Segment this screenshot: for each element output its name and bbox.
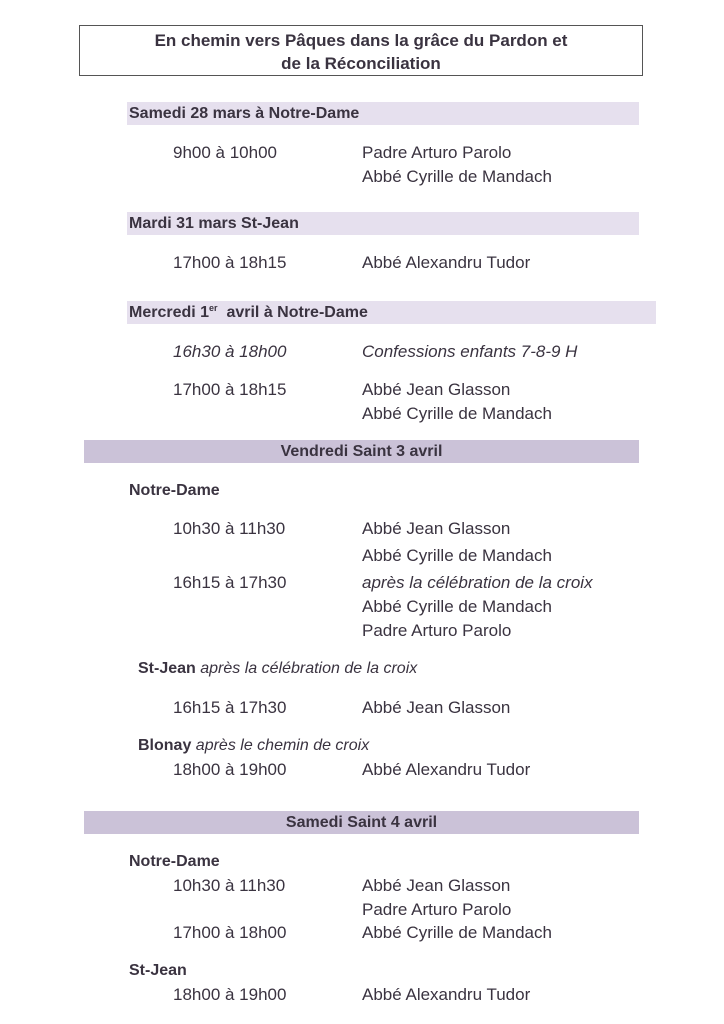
- confessor-name: Abbé Alexandru Tudor: [362, 760, 531, 779]
- location-label: Blonay: [138, 737, 192, 754]
- confessor-name: Abbé Jean Glasson: [362, 876, 511, 895]
- location-label: Notre-Dame: [129, 853, 220, 870]
- time-slot: 17h00 à 18h15: [173, 380, 287, 399]
- time-slot: 16h30 à 18h00: [173, 342, 287, 361]
- section-header-samedi-28: Samedi 28 mars à Notre-Dame: [127, 102, 639, 125]
- section-header-vendredi-saint: Vendredi Saint 3 avril: [84, 440, 639, 463]
- section-header-samedi-saint: Samedi Saint 4 avril: [84, 811, 639, 834]
- header-text: avril à Notre-Dame: [217, 304, 368, 321]
- title-line-2: de la Réconciliation: [281, 54, 441, 73]
- session-note: après la célébration de la croix: [362, 573, 593, 592]
- time-slot: 18h00 à 19h00: [173, 760, 287, 779]
- confessor-name: Abbé Cyrille de Mandach: [362, 404, 552, 423]
- session-note: après le chemin de croix: [195, 737, 370, 754]
- section-header-mardi-31: Mardi 31 mars St-Jean: [127, 212, 639, 235]
- time-slot: 17h00 à 18h00: [173, 923, 287, 942]
- title-line-1: En chemin vers Pâques dans la grâce du Pardon et: [154, 31, 568, 50]
- session-note: après la célébration de la croix: [200, 660, 418, 677]
- confessor-name: Padre Arturo Parolo: [362, 621, 512, 640]
- session-note: Confessions enfants 7-8-9 H: [362, 342, 578, 361]
- header-text: Mercredi 1: [129, 304, 210, 321]
- ordinal-suffix: er: [209, 303, 218, 313]
- location-line: [138, 734, 369, 758]
- confessor-name: Padre Arturo Parolo: [362, 900, 512, 919]
- confessor-name: Abbé Cyrille de Mandach: [362, 167, 552, 186]
- page-title: [79, 25, 643, 76]
- time-slot: 16h15 à 17h30: [173, 698, 287, 717]
- time-slot: 18h00 à 19h00: [173, 985, 287, 1004]
- time-slot: 9h00 à 10h00: [173, 143, 277, 162]
- location-label: St-Jean: [138, 660, 196, 677]
- confessor-name: Abbé Cyrille de Mandach: [362, 923, 552, 942]
- location-label: Notre-Dame: [129, 482, 220, 499]
- confessor-name: Abbé Alexandru Tudor: [362, 985, 531, 1004]
- time-slot: 17h00 à 18h15: [173, 253, 287, 272]
- time-slot: 16h15 à 17h30: [173, 573, 287, 592]
- confessor-name: Abbé Alexandru Tudor: [362, 253, 531, 272]
- section-header-mercredi-1: [127, 301, 656, 324]
- confessor-name: Abbé Jean Glasson: [362, 698, 511, 717]
- location-label: St-Jean: [129, 962, 187, 979]
- confessor-name: Padre Arturo Parolo: [362, 143, 512, 162]
- time-slot: 10h30 à 11h30: [173, 876, 286, 895]
- confessor-name: Abbé Jean Glasson: [362, 380, 511, 399]
- confessor-name: Abbé Cyrille de Mandach: [362, 546, 552, 565]
- confessor-name: Abbé Jean Glasson: [362, 519, 511, 538]
- confessor-name: Abbé Cyrille de Mandach: [362, 597, 552, 616]
- location-line: [138, 657, 417, 681]
- time-slot: 10h30 à 11h30: [173, 519, 286, 538]
